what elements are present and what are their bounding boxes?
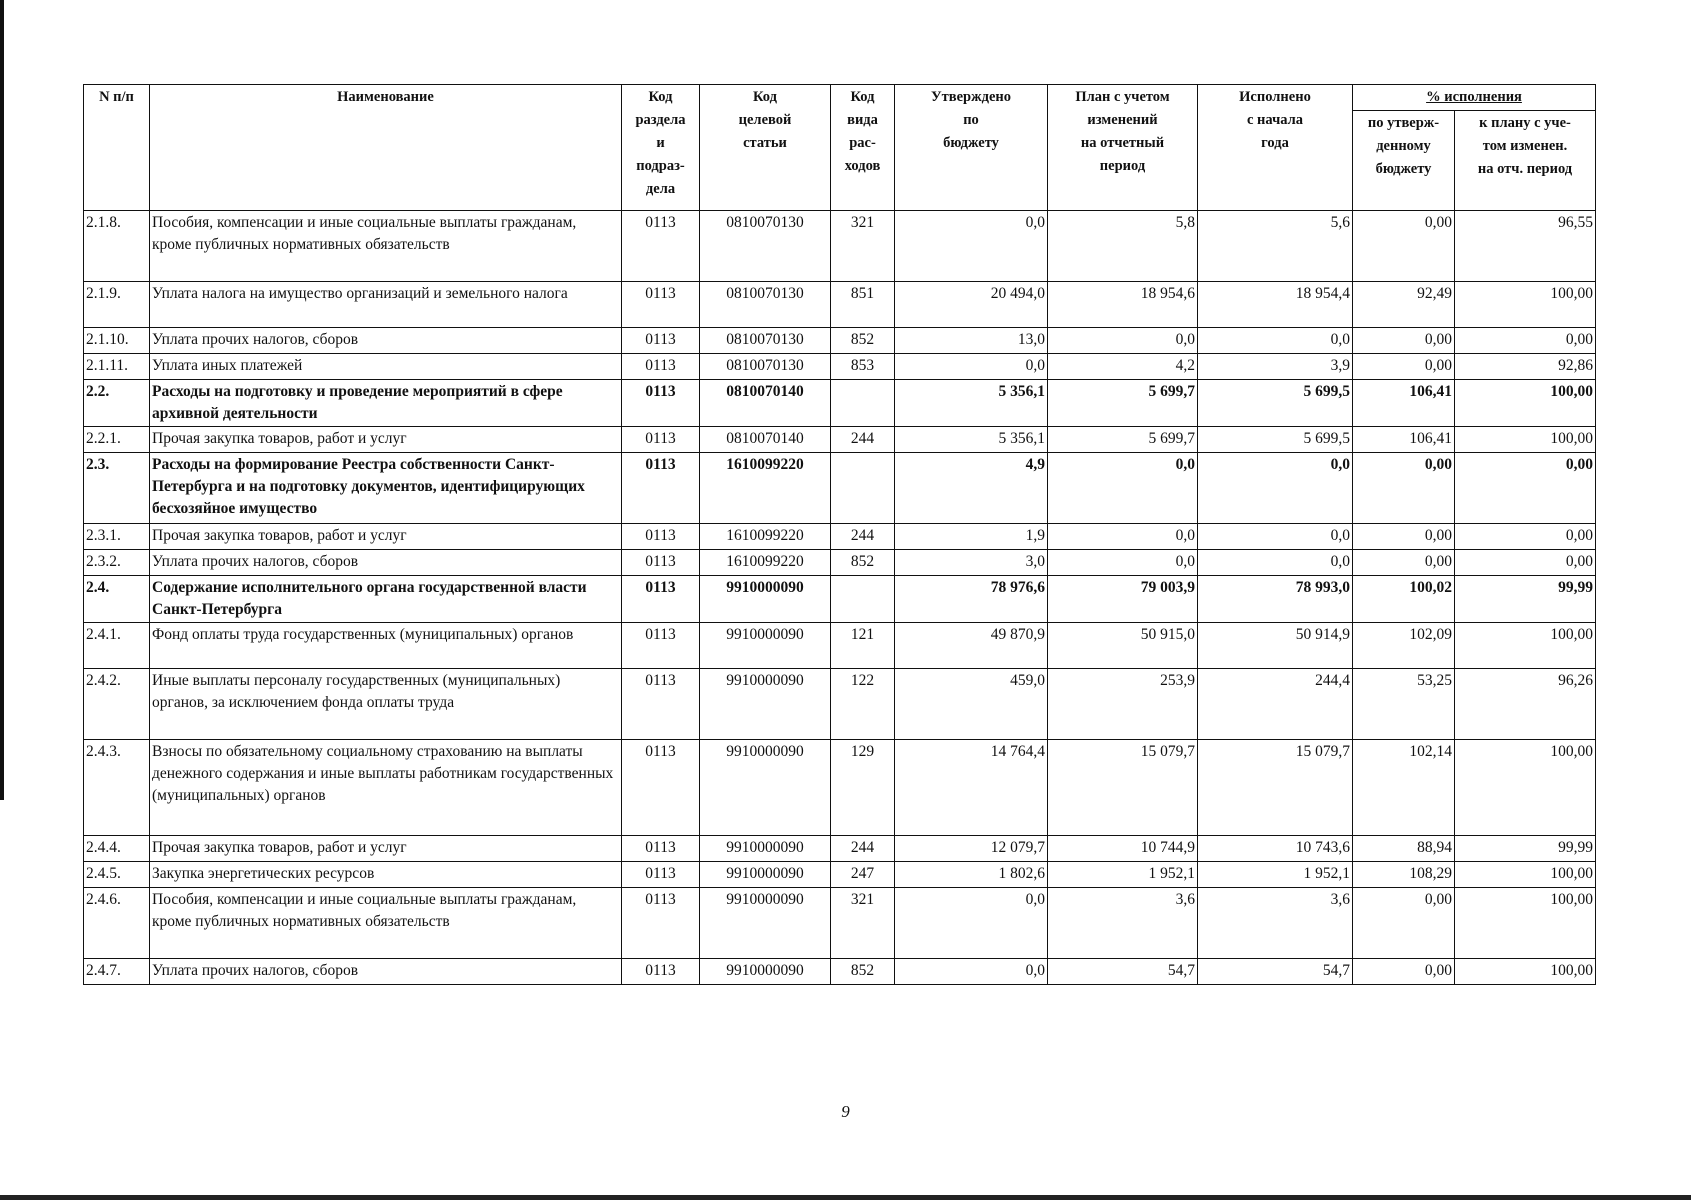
header-section-code: Код раздела и подраз- дела <box>622 85 700 211</box>
row-target-code: 9910000090 <box>700 623 831 669</box>
row-pct-plan: 96,55 <box>1455 211 1596 282</box>
header-approved: Утверждено по бюджету <box>895 85 1048 211</box>
row-target-code: 9910000090 <box>700 576 831 623</box>
row-executed: 0,0 <box>1198 550 1353 576</box>
row-section-code: 0113 <box>622 959 700 985</box>
table-row <box>84 453 1596 524</box>
row-target-code: 0810070130 <box>700 282 831 328</box>
row-executed: 0,0 <box>1198 524 1353 550</box>
row-expense-type-code <box>831 453 895 524</box>
row-approved: 0,0 <box>895 959 1048 985</box>
row-number: 2.3.2. <box>84 550 150 576</box>
row-name: Закупка энергетических ресурсов <box>150 862 622 888</box>
row-section-code: 0113 <box>622 380 700 427</box>
row-plan: 15 079,7 <box>1048 740 1198 836</box>
row-approved: 78 976,6 <box>895 576 1048 623</box>
row-executed: 78 993,0 <box>1198 576 1353 623</box>
row-plan: 5 699,7 <box>1048 380 1198 427</box>
row-pct-plan: 100,00 <box>1455 888 1596 959</box>
row-name: Уплата прочих налогов, сборов <box>150 328 622 354</box>
row-pct-plan: 96,26 <box>1455 669 1596 740</box>
row-approved: 459,0 <box>895 669 1048 740</box>
row-target-code: 9910000090 <box>700 740 831 836</box>
page-number: 9 <box>841 1102 850 1121</box>
row-approved: 0,0 <box>895 211 1048 282</box>
row-number: 2.1.11. <box>84 354 150 380</box>
row-pct-approved: 0,00 <box>1353 524 1455 550</box>
row-pct-plan: 100,00 <box>1455 862 1596 888</box>
row-plan: 0,0 <box>1048 550 1198 576</box>
row-expense-type-code: 852 <box>831 959 895 985</box>
row-pct-plan: 100,00 <box>1455 959 1596 985</box>
row-target-code: 1610099220 <box>700 453 831 524</box>
row-number: 2.3.1. <box>84 524 150 550</box>
row-expense-type-code: 244 <box>831 427 895 453</box>
row-expense-type-code: 853 <box>831 354 895 380</box>
table-row <box>84 740 1596 836</box>
header-pct-plan: к плану с уче- том изменен. на отч. период <box>1455 111 1596 211</box>
row-executed: 0,0 <box>1198 328 1353 354</box>
row-name: Расходы на формирование Реестра собственности Санкт-Петербурга и на подготовку документов, идентифицирующих бесхозяйное имущество <box>150 453 622 524</box>
row-pct-approved: 108,29 <box>1353 862 1455 888</box>
row-pct-approved: 100,02 <box>1353 576 1455 623</box>
row-approved: 3,0 <box>895 550 1048 576</box>
row-executed: 18 954,4 <box>1198 282 1353 328</box>
row-approved: 20 494,0 <box>895 282 1048 328</box>
row-pct-approved: 0,00 <box>1353 959 1455 985</box>
row-name: Уплата иных платежей <box>150 354 622 380</box>
row-name: Уплата прочих налогов, сборов <box>150 550 622 576</box>
row-plan: 1 952,1 <box>1048 862 1198 888</box>
row-executed: 50 914,9 <box>1198 623 1353 669</box>
row-section-code: 0113 <box>622 888 700 959</box>
row-executed: 10 743,6 <box>1198 836 1353 862</box>
row-pct-approved: 0,00 <box>1353 328 1455 354</box>
row-name: Расходы на подготовку и проведение мероприятий в сфере архивной деятельности <box>150 380 622 427</box>
row-target-code: 9910000090 <box>700 959 831 985</box>
row-pct-approved: 102,09 <box>1353 623 1455 669</box>
header-name: Наименование <box>150 85 622 211</box>
row-executed: 0,0 <box>1198 453 1353 524</box>
scan-edge-bottom <box>0 1195 1691 1200</box>
row-plan: 4,2 <box>1048 354 1198 380</box>
table-body <box>84 211 1596 985</box>
row-name: Содержание исполнительного органа государственной власти Санкт-Петербурга <box>150 576 622 623</box>
row-plan: 5,8 <box>1048 211 1198 282</box>
table-row <box>84 959 1596 985</box>
row-number: 2.4.6. <box>84 888 150 959</box>
row-pct-approved: 0,00 <box>1353 550 1455 576</box>
row-pct-approved: 106,41 <box>1353 380 1455 427</box>
row-expense-type-code <box>831 576 895 623</box>
row-approved: 5 356,1 <box>895 380 1048 427</box>
row-plan: 253,9 <box>1048 669 1198 740</box>
header-target-code: Код целевой статьи <box>700 85 831 211</box>
row-section-code: 0113 <box>622 328 700 354</box>
header-pct: % исполнения <box>1353 85 1596 111</box>
row-expense-type-code: 851 <box>831 282 895 328</box>
row-target-code: 1610099220 <box>700 550 831 576</box>
table-row <box>84 623 1596 669</box>
row-plan: 0,0 <box>1048 453 1198 524</box>
row-pct-approved: 53,25 <box>1353 669 1455 740</box>
row-plan: 3,6 <box>1048 888 1198 959</box>
row-approved: 4,9 <box>895 453 1048 524</box>
row-number: 2.1.9. <box>84 282 150 328</box>
row-pct-plan: 0,00 <box>1455 453 1596 524</box>
row-pct-plan: 100,00 <box>1455 380 1596 427</box>
row-target-code: 9910000090 <box>700 836 831 862</box>
row-approved: 0,0 <box>895 354 1048 380</box>
row-executed: 5 699,5 <box>1198 427 1353 453</box>
row-expense-type-code: 321 <box>831 888 895 959</box>
row-number: 2.4.1. <box>84 623 150 669</box>
row-pct-plan: 100,00 <box>1455 623 1596 669</box>
header-nn: N п/п <box>84 85 150 211</box>
row-section-code: 0113 <box>622 576 700 623</box>
table-row <box>84 550 1596 576</box>
row-approved: 49 870,9 <box>895 623 1048 669</box>
table-row <box>84 836 1596 862</box>
header-expense-type-code: Код вида рас- ходов <box>831 85 895 211</box>
row-approved: 13,0 <box>895 328 1048 354</box>
row-executed: 5 699,5 <box>1198 380 1353 427</box>
row-section-code: 0113 <box>622 524 700 550</box>
header-pct-approved: по утверж- денному бюджету <box>1353 111 1455 211</box>
row-expense-type-code: 244 <box>831 524 895 550</box>
row-pct-plan: 0,00 <box>1455 328 1596 354</box>
table-row <box>84 354 1596 380</box>
row-expense-type-code: 129 <box>831 740 895 836</box>
row-approved: 14 764,4 <box>895 740 1048 836</box>
row-target-code: 9910000090 <box>700 669 831 740</box>
row-pct-approved: 88,94 <box>1353 836 1455 862</box>
row-number: 2.4.3. <box>84 740 150 836</box>
row-number: 2.4. <box>84 576 150 623</box>
row-name: Прочая закупка товаров, работ и услуг <box>150 836 622 862</box>
row-number: 2.4.7. <box>84 959 150 985</box>
table-row <box>84 427 1596 453</box>
row-expense-type-code: 122 <box>831 669 895 740</box>
row-target-code: 9910000090 <box>700 862 831 888</box>
row-name: Фонд оплаты труда государственных (муниципальных) органов <box>150 623 622 669</box>
row-section-code: 0113 <box>622 623 700 669</box>
row-name: Прочая закупка товаров, работ и услуг <box>150 524 622 550</box>
row-pct-approved: 0,00 <box>1353 888 1455 959</box>
row-expense-type-code: 247 <box>831 862 895 888</box>
row-target-code: 1610099220 <box>700 524 831 550</box>
row-number: 2.2.1. <box>84 427 150 453</box>
row-name: Прочая закупка товаров, работ и услуг <box>150 427 622 453</box>
row-target-code: 9910000090 <box>700 888 831 959</box>
row-pct-plan: 99,99 <box>1455 836 1596 862</box>
row-approved: 12 079,7 <box>895 836 1048 862</box>
row-plan: 18 954,6 <box>1048 282 1198 328</box>
row-executed: 54,7 <box>1198 959 1353 985</box>
row-approved: 1 802,6 <box>895 862 1048 888</box>
row-expense-type-code: 121 <box>831 623 895 669</box>
row-section-code: 0113 <box>622 669 700 740</box>
row-pct-approved: 0,00 <box>1353 453 1455 524</box>
table-row <box>84 211 1596 282</box>
row-pct-plan: 100,00 <box>1455 740 1596 836</box>
table-row <box>84 282 1596 328</box>
row-target-code: 0810070130 <box>700 211 831 282</box>
row-executed: 3,6 <box>1198 888 1353 959</box>
table-row <box>84 888 1596 959</box>
row-target-code: 0810070130 <box>700 354 831 380</box>
row-section-code: 0113 <box>622 862 700 888</box>
row-plan: 0,0 <box>1048 524 1198 550</box>
row-target-code: 0810070130 <box>700 328 831 354</box>
row-section-code: 0113 <box>622 211 700 282</box>
header-plan: План с учетом изменений на отчетный период <box>1048 85 1198 211</box>
row-section-code: 0113 <box>622 282 700 328</box>
row-section-code: 0113 <box>622 427 700 453</box>
row-number: 2.1.10. <box>84 328 150 354</box>
row-number: 2.2. <box>84 380 150 427</box>
row-approved: 1,9 <box>895 524 1048 550</box>
row-section-code: 0113 <box>622 836 700 862</box>
row-expense-type-code: 852 <box>831 550 895 576</box>
row-target-code: 0810070140 <box>700 380 831 427</box>
table-row <box>84 328 1596 354</box>
row-executed: 3,9 <box>1198 354 1353 380</box>
row-plan: 10 744,9 <box>1048 836 1198 862</box>
row-section-code: 0113 <box>622 354 700 380</box>
row-plan: 0,0 <box>1048 328 1198 354</box>
row-number: 2.4.5. <box>84 862 150 888</box>
row-pct-plan: 92,86 <box>1455 354 1596 380</box>
row-pct-approved: 0,00 <box>1353 211 1455 282</box>
table-row <box>84 524 1596 550</box>
row-pct-plan: 0,00 <box>1455 550 1596 576</box>
row-plan: 79 003,9 <box>1048 576 1198 623</box>
row-name: Пособия, компенсации и иные социальные выплаты гражданам, кроме публичных нормативных обязательств <box>150 888 622 959</box>
row-name: Уплата налога на имущество организаций и земельного налога <box>150 282 622 328</box>
row-expense-type-code: 321 <box>831 211 895 282</box>
table-row <box>84 576 1596 623</box>
row-approved: 0,0 <box>895 888 1048 959</box>
row-name: Иные выплаты персоналу государственных (муниципальных) органов, за исключением фонда оплаты труда <box>150 669 622 740</box>
row-pct-approved: 106,41 <box>1353 427 1455 453</box>
table-row <box>84 380 1596 427</box>
row-executed: 15 079,7 <box>1198 740 1353 836</box>
row-pct-approved: 102,14 <box>1353 740 1455 836</box>
row-section-code: 0113 <box>622 550 700 576</box>
row-expense-type-code: 244 <box>831 836 895 862</box>
row-number: 2.4.4. <box>84 836 150 862</box>
row-executed: 244,4 <box>1198 669 1353 740</box>
table-row <box>84 862 1596 888</box>
row-pct-approved: 92,49 <box>1353 282 1455 328</box>
row-plan: 54,7 <box>1048 959 1198 985</box>
row-plan: 5 699,7 <box>1048 427 1198 453</box>
row-pct-plan: 99,99 <box>1455 576 1596 623</box>
row-name: Пособия, компенсации и иные социальные выплаты гражданам, кроме публичных нормативных обязательств <box>150 211 622 282</box>
row-target-code: 0810070140 <box>700 427 831 453</box>
row-expense-type-code: 852 <box>831 328 895 354</box>
row-number: 2.4.2. <box>84 669 150 740</box>
budget-execution-table <box>83 84 1596 985</box>
row-pct-plan: 0,00 <box>1455 524 1596 550</box>
row-section-code: 0113 <box>622 453 700 524</box>
table-header <box>84 85 1596 211</box>
header-executed: Исполнено с начала года <box>1198 85 1353 211</box>
table-row <box>84 669 1596 740</box>
row-pct-plan: 100,00 <box>1455 427 1596 453</box>
row-executed: 1 952,1 <box>1198 862 1353 888</box>
row-expense-type-code <box>831 380 895 427</box>
row-pct-approved: 0,00 <box>1353 354 1455 380</box>
row-name: Взносы по обязательному социальному страхованию на выплаты денежного содержания и иные выплаты работникам государственных (муниципальных) органов <box>150 740 622 836</box>
scan-edge-left <box>0 0 4 800</box>
row-section-code: 0113 <box>622 740 700 836</box>
row-plan: 50 915,0 <box>1048 623 1198 669</box>
row-pct-plan: 100,00 <box>1455 282 1596 328</box>
row-name: Уплата прочих налогов, сборов <box>150 959 622 985</box>
row-approved: 5 356,1 <box>895 427 1048 453</box>
row-number: 2.3. <box>84 453 150 524</box>
row-executed: 5,6 <box>1198 211 1353 282</box>
row-number: 2.1.8. <box>84 211 150 282</box>
